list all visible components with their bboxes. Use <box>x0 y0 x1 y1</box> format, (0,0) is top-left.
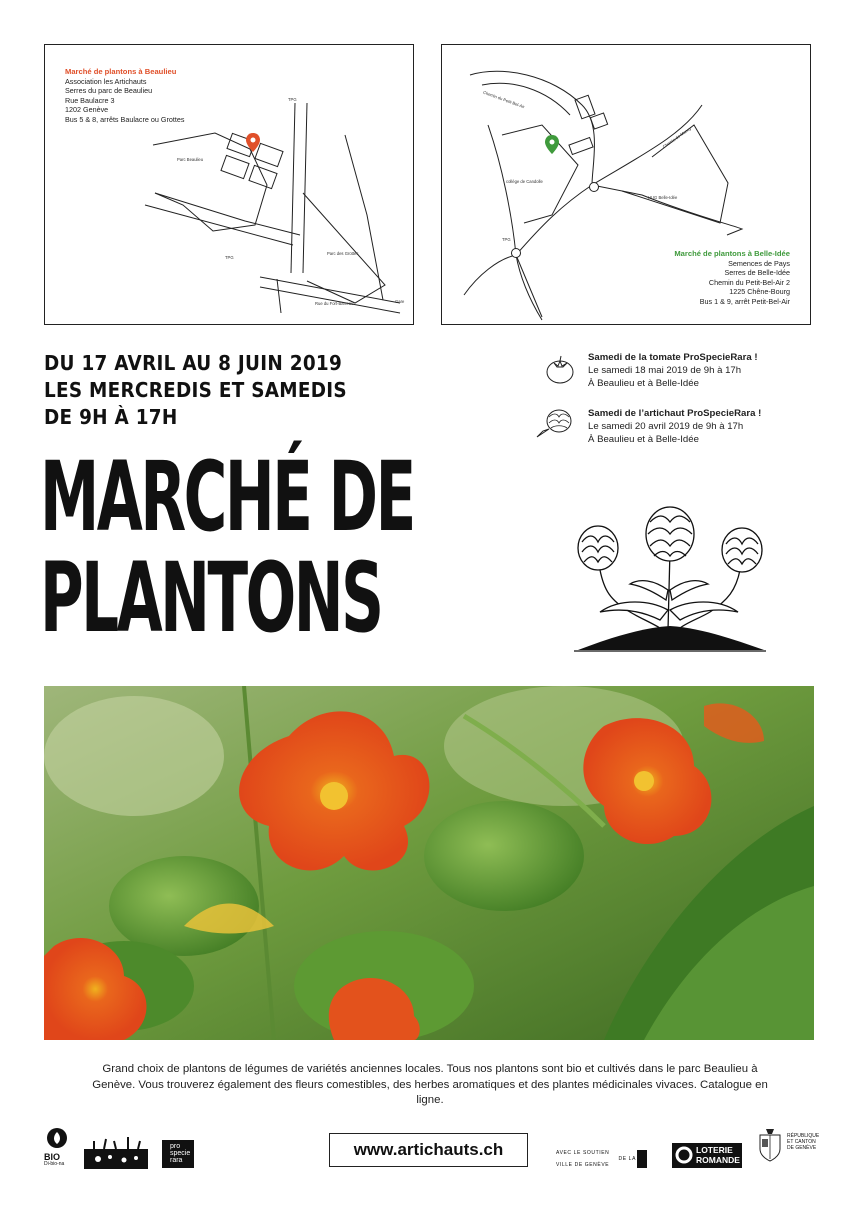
address-line: Serres du parc de Beaulieu <box>65 86 153 96</box>
map-belle-idee-title: Marché de plantons à Belle-Idée <box>674 249 790 258</box>
loterie-text: ROMANDE <box>696 1155 740 1165</box>
event-place: À Beaulieu et à Belle-Idée <box>588 378 699 389</box>
address-line: Bus 1 & 9, arrêt Petit-Bel-Air <box>699 296 790 306</box>
ville-geneve-text: AVEC LE SOUTIEN <box>556 1150 610 1156</box>
poster-title <box>40 441 414 654</box>
address-line: Chemin du Petit-Bel-Air 2 <box>708 277 790 287</box>
event-artichoke-day <box>588 407 761 446</box>
prospecierara-text: pro <box>170 1143 181 1150</box>
map-label: Chemin du Petit-Bel-Air <box>482 89 526 110</box>
map-label: collège de Candolle <box>506 179 543 184</box>
tomato-icon <box>543 352 577 391</box>
prospecierara-logo <box>162 1140 194 1168</box>
dates-line: DE 9H À 17H <box>44 405 178 429</box>
artichoke-icon <box>533 405 577 446</box>
map-belle-idee <box>441 44 811 325</box>
event-title: Samedi de la tomate ProSpecieRara ! <box>588 352 758 363</box>
canton-geneve-logo <box>787 1133 837 1151</box>
address-line: 1225 Chêne-Bourg <box>729 287 790 297</box>
map-label: Chemin de Mancy <box>661 125 693 150</box>
map-beaulieu <box>44 44 414 325</box>
map-label: TPG <box>288 97 297 102</box>
ville-geneve-text: VILLE DE GENÈVE <box>556 1162 610 1168</box>
bio-logo <box>44 1127 72 1168</box>
map-beaulieu-title: Marché de plantons à Beaulieu <box>65 67 177 76</box>
prospecierara-text: specie <box>170 1150 191 1157</box>
title-line: MARCHÉ DE <box>40 441 414 553</box>
map-label: TPG <box>225 255 234 260</box>
map-label: Parc Beaulieu <box>177 157 204 162</box>
event-place: À Beaulieu et à Belle-Idée <box>588 434 699 445</box>
bio-logo-text: BIO <box>44 1152 61 1162</box>
map-label: Parc des Grottes <box>327 251 359 256</box>
prospecierara-text: rara <box>170 1157 183 1164</box>
canton-text: DE GENÈVE <box>787 1145 817 1151</box>
address-line: Serres de Belle-Idée <box>724 268 790 278</box>
event-title: Samedi de l’artichaut ProSpecieRara ! <box>588 408 762 419</box>
opening-dates <box>44 350 373 431</box>
artichoke-plant-illustration <box>570 500 770 663</box>
map-beaulieu-address <box>65 67 184 125</box>
artichauts-association-logo <box>84 1137 148 1174</box>
ville-geneve-text: DE LA <box>618 1156 636 1162</box>
bio-logo-subtext: Di-bio-na <box>44 1161 65 1167</box>
address-line: Bus 5 & 8, arrêts Baulacre ou Grottes <box>65 114 185 124</box>
map-label: HUG Belle-Idée <box>648 195 678 200</box>
ville-geneve-logo <box>556 1150 636 1168</box>
map-belle-idee-address <box>674 249 790 307</box>
dates-line: DU 17 AVRIL AU 8 JUIN 2019 <box>44 351 343 375</box>
ville-geneve-emblem <box>637 1150 647 1168</box>
loterie-romande-logo <box>672 1143 742 1168</box>
event-date: Le samedi 20 avril 2019 de 9h à 17h <box>588 421 744 432</box>
event-date: Le samedi 18 mai 2019 de 9h à 17h <box>588 365 742 376</box>
map-label: Rue du Fort-Barreau <box>315 301 354 306</box>
event-tomato-day <box>588 351 758 390</box>
dates-line: LES MERCREDIS ET SAMEDIS <box>44 378 347 402</box>
canton-text: RÉPUBLIQUE <box>787 1133 820 1139</box>
address-line: Association les Artichauts <box>65 76 147 86</box>
address-line: Semences de Pays <box>728 258 790 268</box>
canton-text: ET CANTON <box>787 1139 816 1145</box>
description-text: Grand choix de plantons de légumes de variétés anciennes locales. Tous nos plantons sont bio et cultivés dans le parc Beaulieu à Genève. Vous trouverez également des fleurs comestibles, des herbes aromatiques et des plantes médicinales vivaces. Catalogue en ligne. <box>92 1063 768 1106</box>
address-line: Rue Baulacre 3 <box>65 95 115 105</box>
canton-geneve-emblem <box>757 1127 783 1168</box>
map-label: TPG <box>502 237 511 242</box>
website-link[interactable]: www.artichauts.ch <box>329 1133 528 1167</box>
address-line: 1202 Genève <box>65 105 109 115</box>
map-label: Gare <box>395 299 405 304</box>
title-line: PLANTONS <box>40 542 382 654</box>
loterie-text: LOTERIE <box>696 1145 733 1155</box>
nasturtium-photo <box>44 686 814 1040</box>
